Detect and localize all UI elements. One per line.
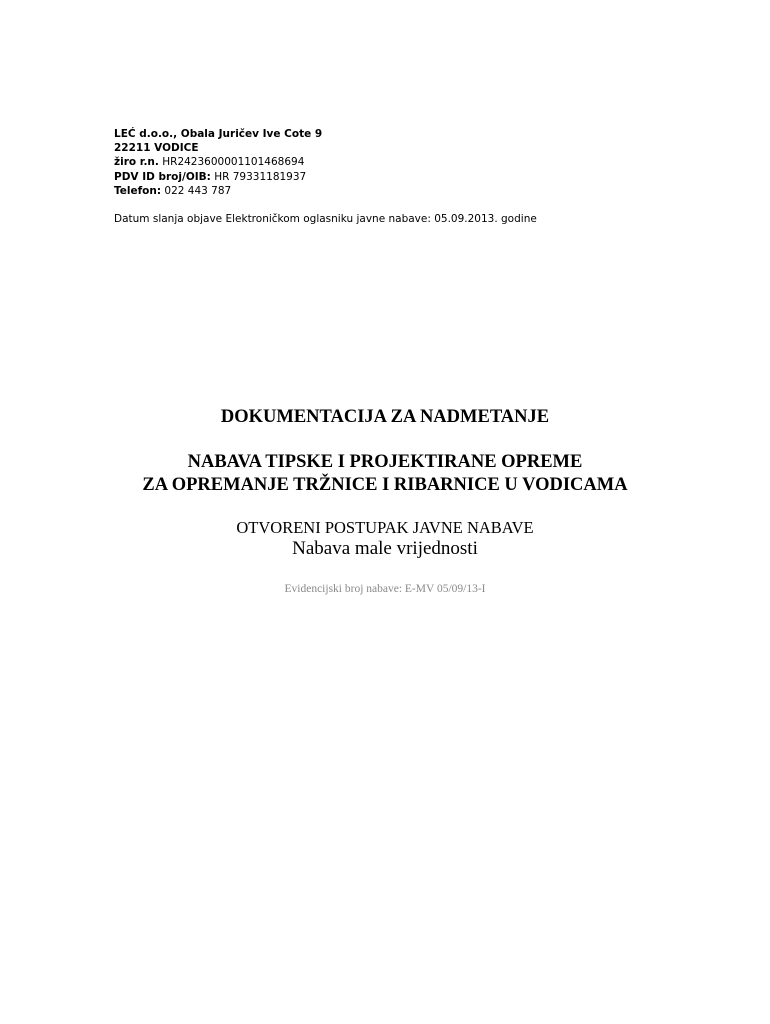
document-title: DOKUMENTACIJA ZA NADMETANJE [220,407,550,427]
authority-name-address: LEĆ d.o.o., Obala Juričev Ive Cote 9 [114,128,323,140]
phone-value: 022 443 787 [164,184,232,197]
reference-number: Evidencijski broj nabave: E-MV 05/09/13-I [284,583,486,595]
contracting-authority-block [114,127,322,198]
procedure-name: OTVORENI POSTUPAK JAVNE NABAVE [236,518,534,537]
subject-line-2: ZA OPREMANJE TRŽNICE I RIBARNICE U VODICAMA [142,475,628,495]
account-value: HR2423600001101468694 [162,156,305,169]
account-label: žiro r.n. [114,156,159,169]
authority-vat [114,170,322,184]
phone-label: Telefon: [114,184,162,197]
subject-line-1: NABAVA TIPSKE I PROJEKTIRANE OPREME [187,452,583,472]
procedure-type: Nabava male vrijednosti [292,538,478,559]
authority-account [114,155,322,169]
vat-label: PDV ID broj/OIB: [114,170,211,183]
authority-phone [114,184,322,198]
publication-date-line: Datum slanja objave Elektroničkom oglasniku javne nabave: 05.09.2013. godine [114,213,537,225]
procurement-subject [0,451,770,497]
authority-postal-city: 22211 VODICE [114,142,199,155]
vat-value: HR 79331181937 [214,170,307,183]
